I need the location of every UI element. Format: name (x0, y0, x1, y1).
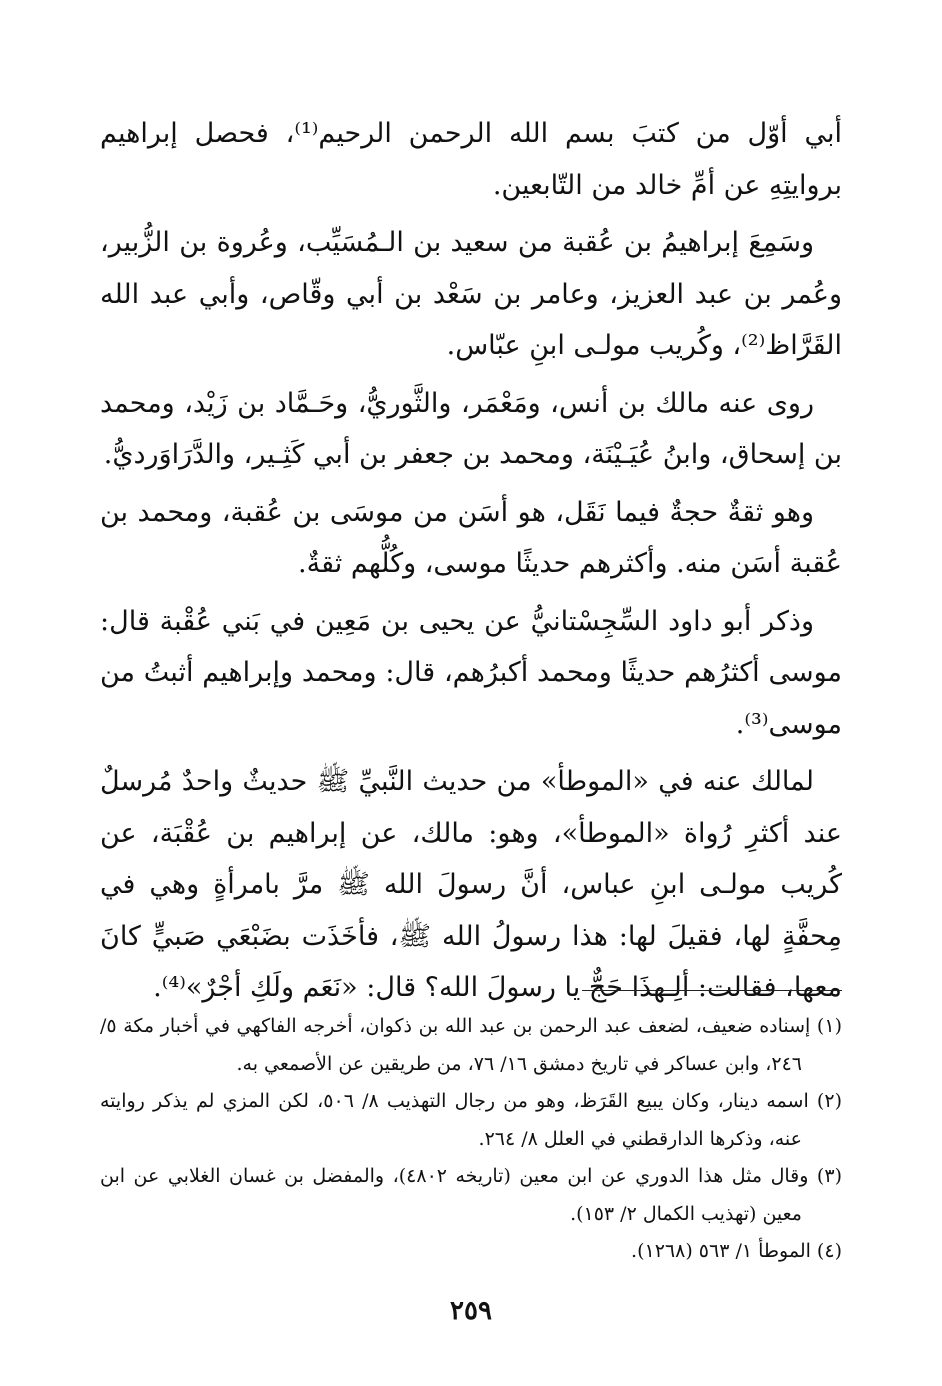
paragraph-4: وهو ثقةٌ حجةٌ فيما نَقَل، هو أسَن من موسَى بن عُقبة، ومحمد بن عُقبة أسَن منه. وأكثرهم حديثًا موسى، وكُلُّهم ثقةٌ. (100, 496, 842, 579)
main-text (100, 108, 842, 1020)
footnote-2: (٢) اسمه دينار، وكان يبيع القَرَظ، وهو من رجال التهذيب ٨/ ٥٠٦، لكن المزي لم يذكر روايته عنه، وذكرها الدارقطني في العلل ٨/ ٢٦٤. (100, 1090, 842, 1150)
footnote-3: (٣) وقال مثل هذا الدوري عن ابن معين (تاريخه ٤٨٠٢)، والمفضل بن غسان الغلابي عن ابن معين (تهذيب الكمال ٢/ ١٥٣). (100, 1165, 842, 1225)
paragraph-5: وذكر أبو داود السِّجِسْتانيُّ عن يحيى بن مَعِين في بَني عُقْبة قال: موسى أكثرُهم حديثًا ومحمد أكبرُهم، قال: ومحمد وإبراهيم أثبتُ من موسى⁽³⁾. (100, 605, 842, 740)
footnote-1: (١) إسناده ضعيف، لضعف عبد الرحمن بن عبد الله بن ذكوان، أخرجه الفاكهي في أخبار مكة ٥/ ٢٤٦، وابن عساكر في تاريخ دمشق ١٦/ ٧٦، من طريقين عن الأصمعي به. (100, 1015, 842, 1075)
paragraph-6: لمالك عنه في «الموطأ» من حديث النَّبيِّ ﷺ حديثٌ واحدٌ مُرسلٌ عند أكثرِ رُواة «الموطأ»، وهو: مالك، عن إبراهيم بن عُقْبَة، عن كُريب مولـى ابنِ عباس، أنَّ رسولَ الله ﷺ مرَّ بامرأةٍ وهي في مِحفَّةٍ لها، فقيلَ لها: هذا رسولُ الله ﷺ، فأخَذَت بضَبْعَي صَبيٍّ كانَ معها، فقالت: ألِـهذَا حَجٌّ يا رسولَ الله؟ قال: «نَعَم ولَكِ أجْرٌ»⁽⁴⁾. (100, 766, 842, 1003)
page-number: ٢٥٩ (450, 1296, 492, 1326)
footnote-4: (٤) الموطأ ١/ ٥٦٣ (١٢٦٨). (631, 1240, 842, 1262)
footnotes (100, 1008, 842, 1271)
footnote-separator (582, 990, 842, 991)
paragraph-1: أبي أوّل من كتبَ بسم الله الرحمن الرحيم⁽¹⁾، فحصل إبراهيم بروايتِهِ عن أمِّ خالد من التّابعين. (100, 118, 843, 201)
paragraph-3: روى عنه مالك بن أنس، ومَعْمَر، والثَّوريُّ، وحَـمَّاد بن زَيْد، ومحمد بن إسحاق، وابنُ عُيَـيْنَة، ومحمد بن جعفر بن أبي كَثِـير، والدَّرَاوَرديُّ. (100, 387, 842, 470)
paragraph-2: وسَمِعَ إبراهيمُ بن عُقبة من سعيد بن الـمُسَيِّب، وعُروة بن الزُّبير، وعُمر بن عبد العزيز، وعامر بن سَعْد بن أبي وقّاص، وأبي عبد الله القَرَّاظ⁽²⁾، وكُريب مولـى ابنِ عبّاس. (100, 227, 842, 361)
